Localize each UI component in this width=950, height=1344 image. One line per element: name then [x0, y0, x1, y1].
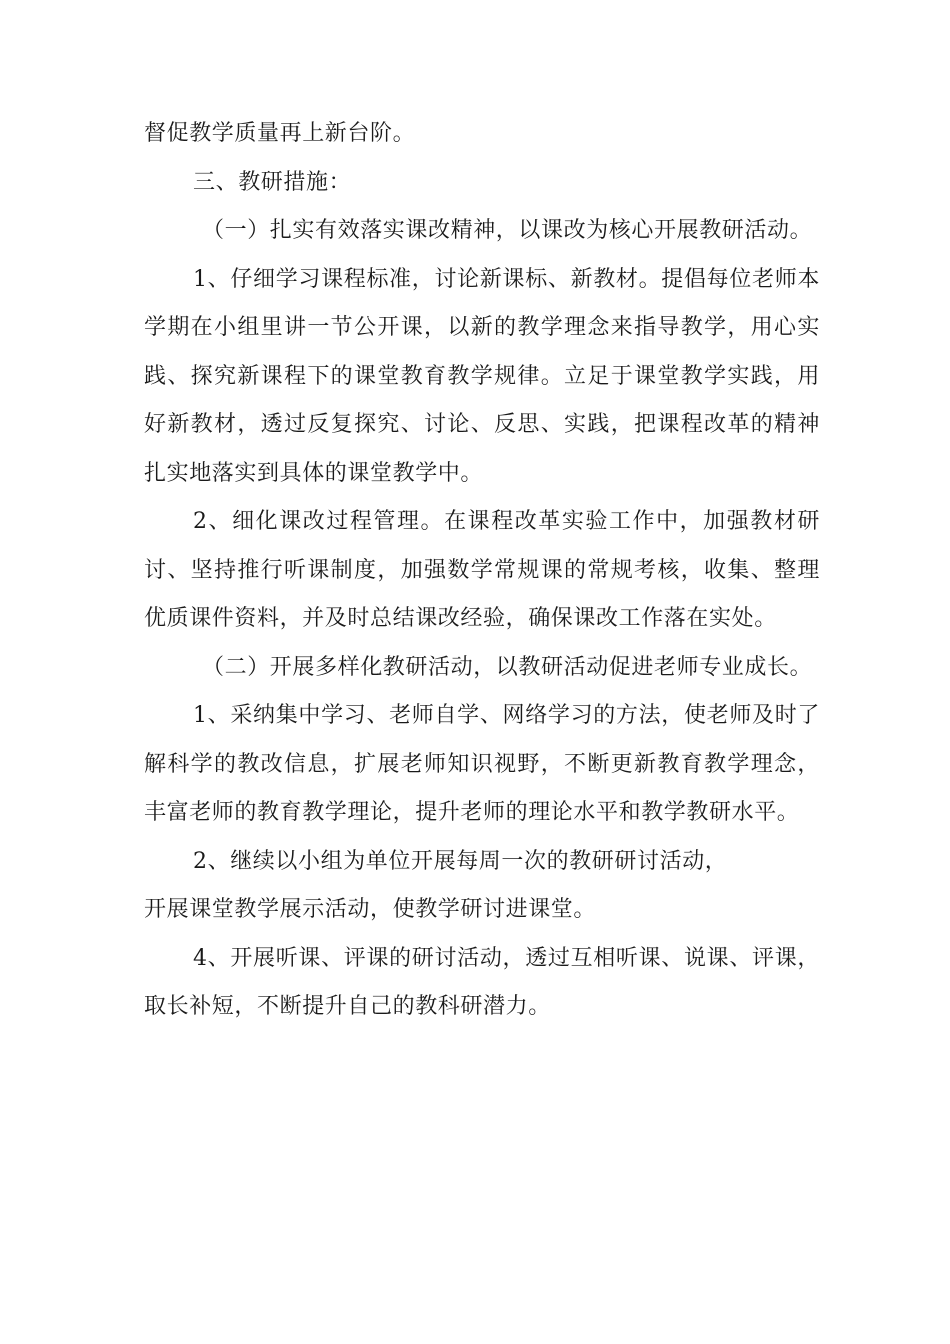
- paragraph-item-4-continued: 开展课堂教学展示活动，使教学研讨进课堂。: [144, 897, 597, 922]
- subsection-heading-1: （一）扎实有效落实课改精神，以课改为核心开展教研活动。: [202, 218, 813, 243]
- section-heading-measures: 三、教研措施：: [193, 169, 352, 195]
- paragraph-item-1: 1、仔细学习课程标准，讨论新课标、新教材。提倡每位老师本学期在小组里讲一节公开课，以新的教学理念来指导教学，用心实践、探究新课程下的课堂教育教学规律。立足于课堂教学实践，用好新教材，透过反复探究、讨论、反思、实践，把课程改革的精神扎实地落实到具体的课堂教学中。: [144, 266, 820, 486]
- paragraph-item-4: 2、继续以小组为单位开展每周一次的教研研讨活动，: [193, 848, 728, 874]
- document-body: [144, 110, 820, 1032]
- subsection-heading-2: （二）开展多样化教研活动，以教研活动促进老师专业成长。: [202, 654, 813, 680]
- paragraph-item-5: 4、开展听课、评课的研讨活动，透过互相听课、说课、评课，取长补短，不断提升自己的教科研潜力。: [144, 945, 820, 1019]
- paragraph-item-2: 2、细化课改过程管理。在课程改革实验工作中，加强教材研讨、坚持推行听课制度，加强数学常规课的常规考核，收集、整理优质课件资料，并及时总结课改经验，确保课改工作落在实处。: [144, 509, 820, 631]
- paragraph-item-3: 1、采纳集中学习、老师自学、网络学习的方法，使老师及时了解科学的教改信息，扩展老师知识视野，不断更新教育教学理念，丰富老师的教育教学理论，提升老师的理论水平和教学教研水平。: [144, 703, 820, 825]
- paragraph-continuation: 督促教学质量再上新台阶。: [144, 121, 416, 146]
